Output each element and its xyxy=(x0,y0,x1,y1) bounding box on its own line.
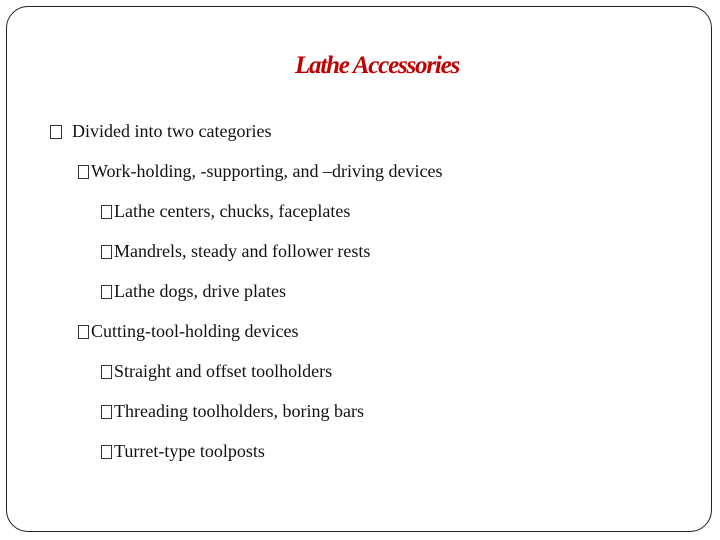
bullet-text: Cutting-tool-holding devices xyxy=(91,321,299,341)
bullet-level3 xyxy=(101,441,265,462)
bullet-text: Straight and offset toolholders xyxy=(114,361,333,381)
bullet-box-icon xyxy=(101,365,112,379)
bullet-level3 xyxy=(101,241,370,262)
bullet-text: Lathe dogs, drive plates xyxy=(114,281,286,301)
bullet-text: Turret-type toolposts xyxy=(114,441,265,461)
bullet-level3 xyxy=(101,401,364,422)
bullet-level2 xyxy=(78,161,443,182)
bullet-text: Lathe centers, chucks, faceplates xyxy=(114,201,351,221)
bullet-text: Threading toolholders, boring bars xyxy=(114,401,364,421)
bullet-box-icon xyxy=(101,245,112,259)
bullet-text: Divided into two categories xyxy=(72,121,272,141)
bullet-level3 xyxy=(101,201,350,222)
bullet-level3 xyxy=(101,361,332,382)
bullet-box-icon xyxy=(101,405,112,419)
bullet-text: Mandrels, steady and follower rests xyxy=(114,241,371,261)
bullet-box-icon xyxy=(78,165,89,179)
bullet-level3 xyxy=(101,281,286,302)
bullet-box-icon xyxy=(50,125,62,139)
bullet-box-icon xyxy=(78,325,89,339)
bullet-text: Work-holding, -supporting, and –driving devices xyxy=(91,161,443,181)
bullet-box-icon xyxy=(101,285,112,299)
bullet-box-icon xyxy=(101,205,112,219)
bullet-level2 xyxy=(78,321,298,342)
slide-title: Lathe Accessories xyxy=(294,52,460,79)
bullet-level1 xyxy=(50,121,271,142)
bullet-box-icon xyxy=(101,445,112,459)
